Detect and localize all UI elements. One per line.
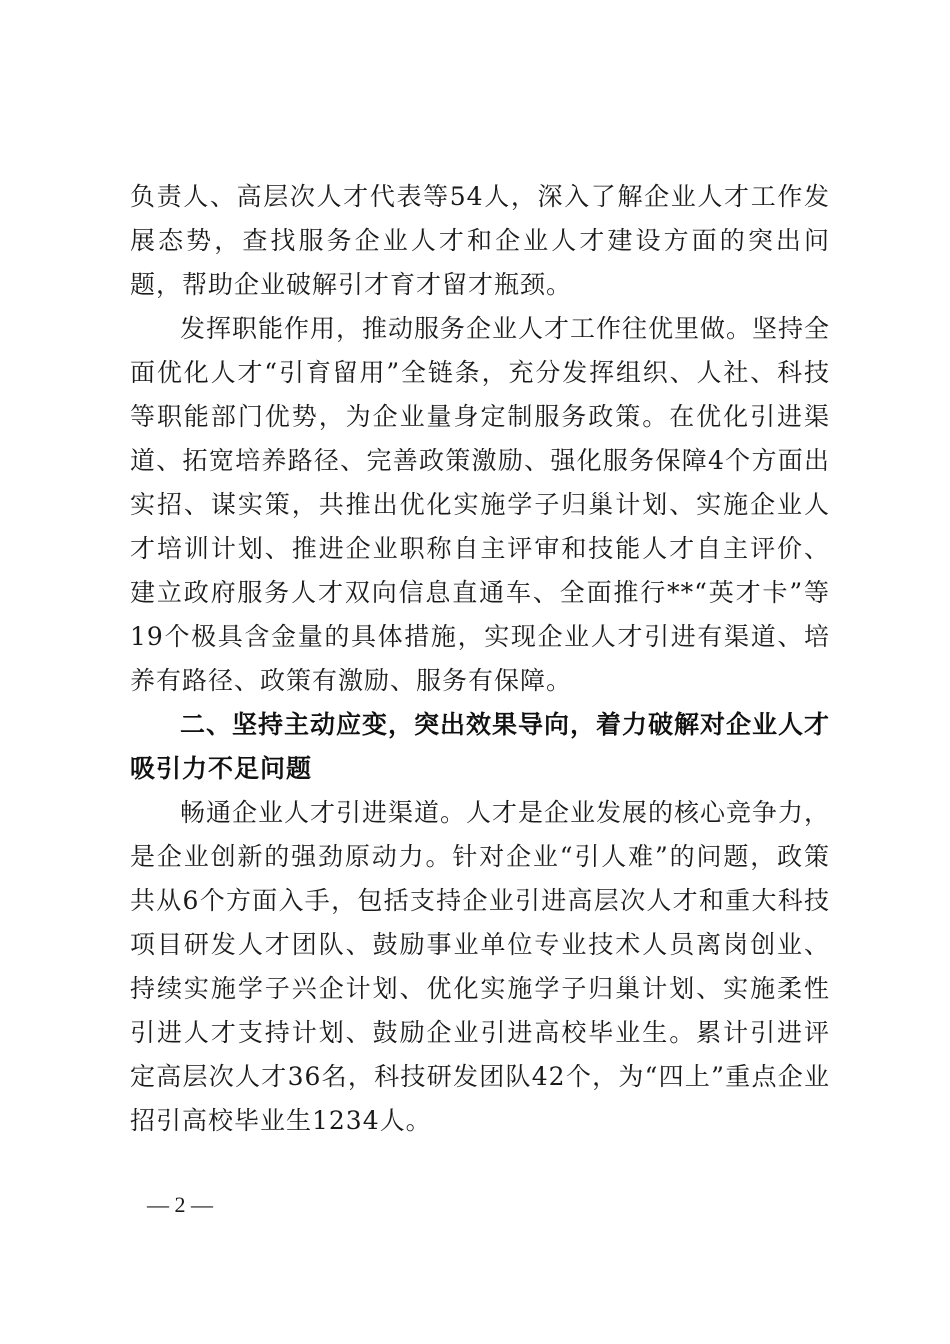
page-number: — 2 —	[147, 1192, 213, 1217]
paragraph-continuation: 负责人、高层次人才代表等54人，深入了解企业人才工作发展态势，查找服务企业人才和企业人才建设方面的突出问题，帮助企业破解引才育才留才瓶颈。	[130, 182, 830, 299]
paragraph-talent-channels: 畅通企业人才引进渠道。人才是企业发展的核心竞争力，是企业创新的强劲原动力。针对企业“引人难”的问题，政策共从6个方面入手，包括支持企业引进高层次人才和重大科技项目研发人才团队、鼓励事业单位专业技术人员离岗创业、持续实施学子兴企计划、优化实施学子归巢计划、实施柔性引进人才支持计划、鼓励企业引进高校毕业生。累计引进评定高层次人才36名，科技研发团队42个，为“四上”重点企业招引高校毕业生1234人。	[130, 798, 831, 1135]
document-body	[130, 175, 830, 1143]
section-heading: 二、坚持主动应变，突出效果导向，着力破解对企业人才吸引力不足问题	[130, 710, 831, 783]
paragraph-functional-role: 发挥职能作用，推动服务企业人才工作往优里做。坚持全面优化人才“引育留用”全链条，充分发挥组织、人社、科技等职能部门优势，为企业量身定制服务政策。在优化引进渠道、拓宽培养路径、完善政策激励、强化服务保障4个方面出实招、谋实策，共推出优化实施学子归巢计划、实施企业人才培训计划、推进企业职称自主评审和技能人才自主评价、建立政府服务人才双向信息直通车、全面推行**“英才卡”等19个极具含金量的具体措施，实现企业人才引进有渠道、培养有路径、政策有激励、服务有保障。	[130, 314, 831, 695]
